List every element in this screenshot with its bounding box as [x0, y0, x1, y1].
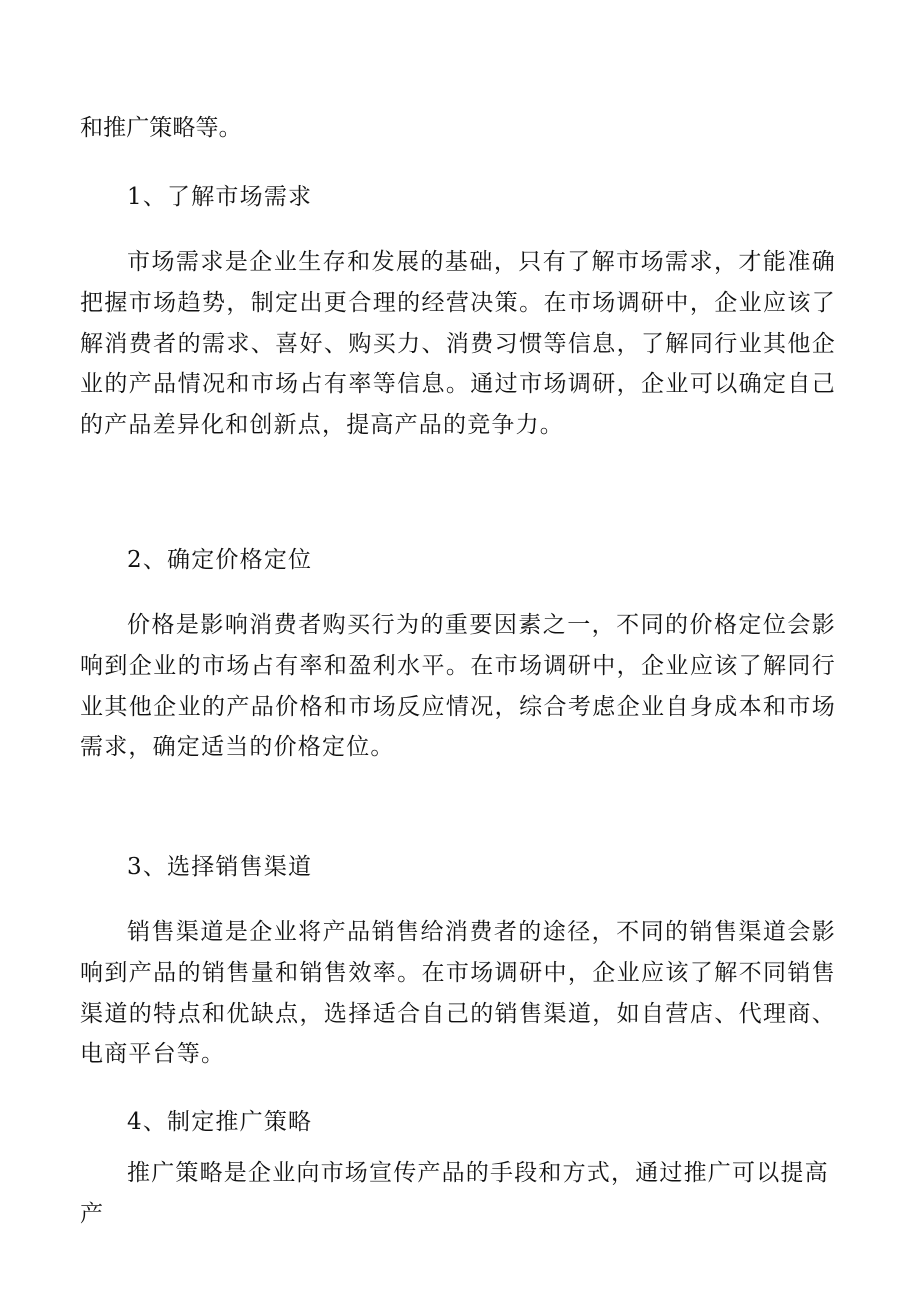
section-body-2: 价格是影响消费者购买行为的重要因素之一，不同的价格定位会影响到企业的市场占有率和盈利水平。在市场调研中，企业应该了解同行业其他企业的产品价格和市场反应情况，综合考虑企业自身成本和市场需求，确定适当的价格定位。 — [80, 612, 836, 761]
section-body-1: 市场需求是企业生存和发展的基础，只有了解市场需求，才能准确把握市场趋势，制定出更合理的经营决策。在市场调研中，企业应该了解消费者的需求、喜好、购买力、消费习惯等信息，了解同行业其他企业的产品情况和市场占有率等信息。通过市场调研，企业可以确定自己的产品差异化和创新点，提高产品的竞争力。 — [80, 249, 836, 439]
section-heading-3: 3、选择销售渠道 — [127, 854, 313, 880]
section-heading-4: 4、制定推广策略 — [127, 1109, 313, 1135]
section-body-4: 推广策略是企业向市场宣传产品的手段和方式，通过推广可以提高产 — [80, 1160, 829, 1227]
continuation-text: 和推广策略等。 — [80, 115, 242, 141]
section-heading-1: 1、了解市场需求 — [127, 184, 313, 210]
section-heading-2: 2、确定价格定位 — [127, 547, 313, 573]
section-body-3: 销售渠道是企业将产品销售给消费者的途径，不同的销售渠道会影响到产品的销售量和销售效率。在市场调研中，企业应该了解不同销售渠道的特点和优缺点，选择适合自己的销售渠道，如自营店、代理商、电商平台等。 — [80, 919, 836, 1068]
